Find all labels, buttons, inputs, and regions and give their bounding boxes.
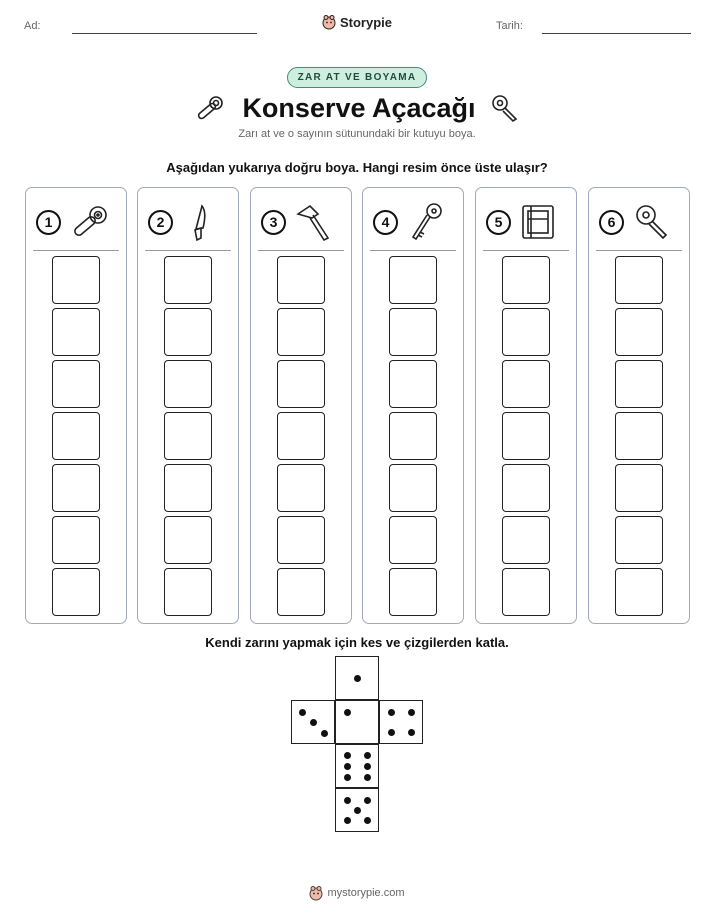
die-pip (364, 774, 371, 781)
die-pip (344, 774, 351, 781)
color-box[interactable] (615, 412, 663, 460)
die-pip (364, 797, 371, 804)
pie-mascot-icon (322, 14, 336, 30)
key-icon (406, 202, 448, 242)
instruction: Aşağıdan yukarıya doğru boya. Hangi resim önce üste ulaşır? (166, 160, 548, 175)
color-box[interactable] (502, 412, 550, 460)
color-box[interactable] (277, 464, 325, 512)
die-pip (344, 797, 351, 804)
color-box[interactable] (52, 412, 100, 460)
column-number: 3 (261, 210, 286, 235)
color-box[interactable] (389, 568, 437, 616)
column-number: 6 (599, 210, 624, 235)
blade-icon (181, 202, 223, 242)
die-pip (310, 719, 317, 726)
column-4 (362, 187, 464, 624)
die-pip (408, 729, 415, 736)
color-box[interactable] (164, 360, 212, 408)
column-number: 2 (148, 210, 173, 235)
brand-name: Storypie (339, 14, 392, 30)
color-box[interactable] (502, 516, 550, 564)
color-box[interactable] (615, 568, 663, 616)
color-box[interactable] (389, 412, 437, 460)
color-box[interactable] (164, 256, 212, 304)
die-pip (354, 807, 361, 814)
color-box[interactable] (164, 568, 212, 616)
column-6 (588, 187, 690, 624)
die-face-4 (379, 700, 423, 744)
column-number: 1 (36, 210, 61, 235)
color-box[interactable] (164, 516, 212, 564)
column-divider (370, 250, 456, 251)
column-divider (33, 250, 119, 251)
die-pip (299, 709, 306, 716)
color-box[interactable] (164, 464, 212, 512)
date-label: Tarih: (496, 20, 523, 32)
page-title: Konserve Açacağı (242, 92, 476, 123)
name-label: Ad: (24, 20, 41, 32)
column-3 (250, 187, 352, 624)
pie-mascot-icon (309, 885, 323, 901)
color-box[interactable] (277, 360, 325, 408)
color-box[interactable] (52, 464, 100, 512)
cut-instruction: Kendi zarını yapmak için kes ve çizgilerden katla. (205, 635, 509, 650)
die-pip (344, 752, 351, 759)
color-box[interactable] (164, 308, 212, 356)
color-box[interactable] (615, 360, 663, 408)
can-opener-wheel-icon (69, 202, 111, 242)
color-box[interactable] (52, 360, 100, 408)
die-pip (321, 730, 328, 737)
color-box[interactable] (277, 412, 325, 460)
color-box[interactable] (277, 308, 325, 356)
color-box[interactable] (277, 256, 325, 304)
subtitle: Zarı at ve o sayının sütunundaki bir kutuyu boya. (238, 128, 476, 140)
color-box[interactable] (615, 516, 663, 564)
column-divider (145, 250, 231, 251)
footer (0, 885, 714, 901)
die-face-1 (335, 656, 379, 700)
color-box[interactable] (502, 464, 550, 512)
key-opener-icon (632, 202, 674, 242)
name-line[interactable] (72, 33, 257, 34)
die-pip (408, 709, 415, 716)
color-box[interactable] (389, 308, 437, 356)
color-box[interactable] (502, 308, 550, 356)
column-5 (475, 187, 577, 624)
color-box[interactable] (52, 568, 100, 616)
color-box[interactable] (615, 308, 663, 356)
die-pip (388, 709, 395, 716)
column-number: 4 (373, 210, 398, 235)
color-box[interactable] (164, 412, 212, 460)
color-box[interactable] (389, 256, 437, 304)
die-pip (364, 752, 371, 759)
die-face-6 (335, 744, 379, 788)
die-pip (344, 709, 351, 716)
date-line[interactable] (542, 33, 691, 34)
column-2 (137, 187, 239, 624)
color-box[interactable] (389, 360, 437, 408)
die-pip (364, 817, 371, 824)
hammer-icon (294, 202, 336, 242)
activity-badge: ZAR AT VE BOYAMA (287, 67, 428, 88)
die-pip (354, 675, 361, 682)
color-box[interactable] (52, 308, 100, 356)
color-box[interactable] (389, 516, 437, 564)
die-pip (364, 763, 371, 770)
color-box[interactable] (502, 360, 550, 408)
die-face-1b (335, 700, 379, 744)
color-box[interactable] (615, 256, 663, 304)
color-box[interactable] (52, 256, 100, 304)
color-box[interactable] (502, 568, 550, 616)
die-pip (344, 763, 351, 770)
footer-url[interactable]: mystorypie.com (327, 887, 405, 899)
brand-logo (0, 14, 714, 30)
die-face-5 (335, 788, 379, 832)
column-number: 5 (486, 210, 511, 235)
key-opener-icon (490, 93, 520, 123)
column-divider (596, 250, 682, 251)
open-can-icon (519, 202, 561, 242)
color-box[interactable] (389, 464, 437, 512)
color-box[interactable] (277, 568, 325, 616)
column-divider (258, 250, 344, 251)
die-pip (344, 817, 351, 824)
die-face-3 (291, 700, 335, 744)
color-box[interactable] (615, 464, 663, 512)
color-box[interactable] (502, 256, 550, 304)
color-box[interactable] (52, 516, 100, 564)
column-1 (25, 187, 127, 624)
column-divider (483, 250, 569, 251)
can-opener-wheel-icon (194, 93, 228, 123)
color-box[interactable] (277, 516, 325, 564)
die-pip (388, 729, 395, 736)
